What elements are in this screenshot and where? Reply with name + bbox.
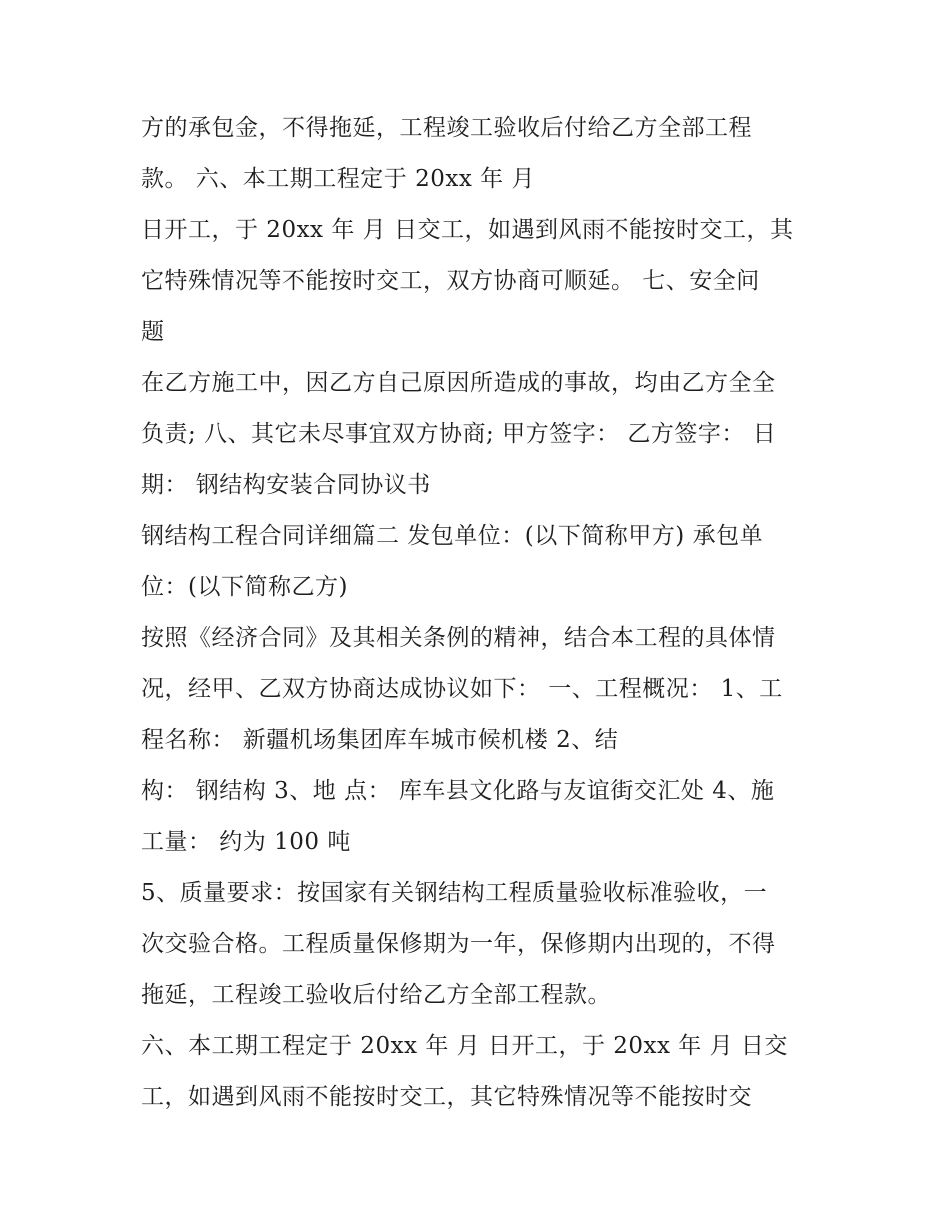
text-line: 程名称： 新疆机场集团库车城市候机楼 2、结	[141, 727, 619, 753]
text-line: 钢结构工程合同详细篇二 发包单位：(以下简称甲方) 承包单	[141, 523, 764, 549]
text-line: 工，如遇到风雨不能按时交工，其它特殊情况等不能按时交	[141, 1084, 752, 1110]
text-line: 六、本工期工程定于 20xx 年 月 日开工，于 20xx 年 月 日交	[141, 1033, 788, 1059]
text-line: 构： 钢结构 3、地 点： 库车县文化路与友谊街交汇处 4、施	[141, 778, 775, 804]
document-body	[141, 103, 831, 1123]
text-line: 日开工，于 20xx 年 月 日交工，如遇到风雨不能按时交工，其	[141, 217, 794, 243]
text-line: 方的承包金，不得拖延，工程竣工验收后付给乙方全部工程	[141, 115, 752, 141]
text-line: 位：(以下简称乙方)	[141, 574, 348, 600]
text-line: 按照《经济合同》及其相关条例的精神，结合本工程的具体情	[141, 625, 776, 651]
text-line: 负责; 八、其它未尽事宜双方协商; 甲方签字： 乙方签字： 日	[141, 421, 777, 447]
text-line: 次交验合格。工程质量保修期为一年，保修期内出现的，不得	[141, 931, 776, 957]
text-line: 5、质量要求：按国家有关钢结构工程质量验收标准验收，一	[141, 880, 768, 906]
text-line: 期： 钢结构安装合同协议书	[141, 472, 431, 498]
text-line: 款。 六、本工期工程定于 20xx 年 月	[141, 166, 535, 192]
text-line: 况，经甲、乙双方协商达成协议如下： 一、工程概况： 1、工	[141, 676, 783, 702]
text-line: 它特殊情况等不能按时交工，双方协商可顺延。 七、安全问	[141, 268, 760, 294]
text-line: 题	[141, 319, 165, 345]
text-line: 在乙方施工中，因乙方自己原因所造成的事故，均由乙方全全	[141, 370, 776, 396]
text-line: 工量： 约为 100 吨	[141, 829, 351, 855]
text-line: 拖延，工程竣工验收后付给乙方全部工程款。	[141, 982, 611, 1008]
